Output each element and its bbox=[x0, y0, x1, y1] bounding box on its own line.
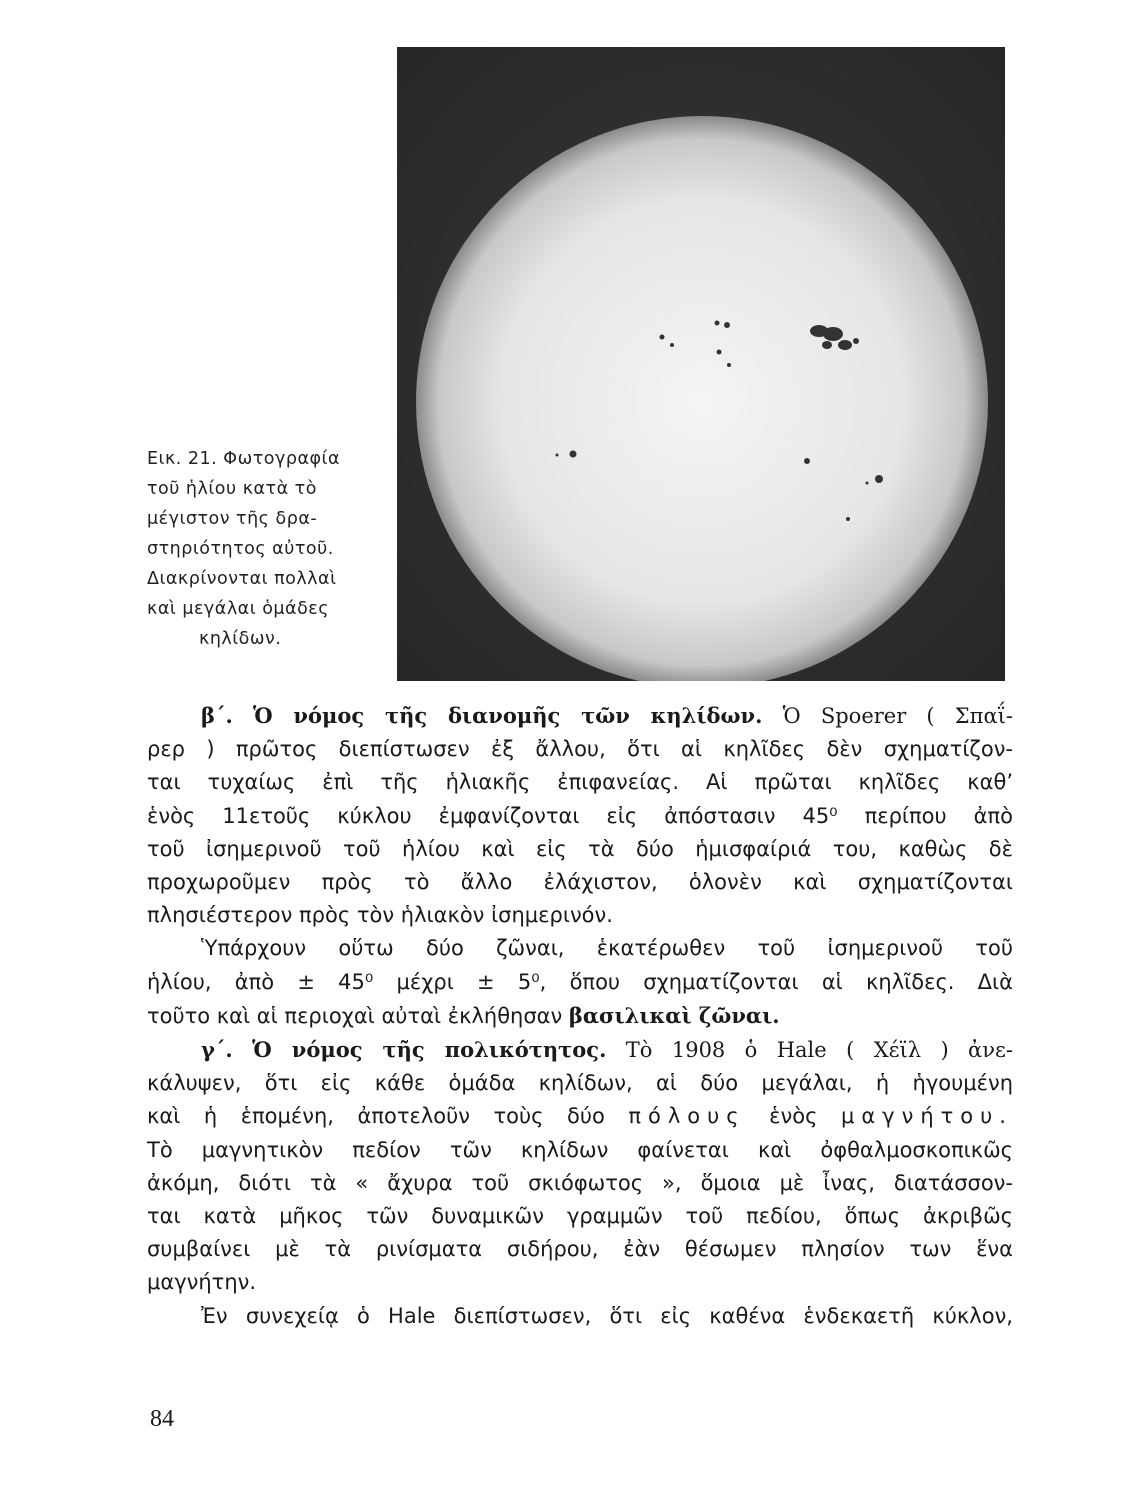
paragraph-line: τοῦ ἰσημερινοῦ τοῦ ἡλίου καὶ εἰς τὰ δύο ἡμισφαίριά του, καθὼς δὲ bbox=[147, 836, 1013, 861]
sun-disk bbox=[416, 116, 988, 681]
section-c-line-1 bbox=[147, 1033, 1013, 1067]
body-text bbox=[147, 699, 1013, 1333]
paragraph-line: ἑνὸς 11ετοῦς κύκλου ἐμφανίζονται εἰς ἀπόστασιν 45⁰ περίπου ἀπὸ bbox=[147, 803, 1013, 828]
caption-line: Διακρίνονται πολλαὶ bbox=[147, 569, 337, 589]
paragraph-line: ται τυχαίως ἐπὶ τῆς ἡλιακῆς ἐπιφανείας. Αἱ πρῶται κηλῖδες καθ’ bbox=[147, 770, 1013, 795]
figure-caption bbox=[147, 444, 375, 654]
spaced-term-magnet: μαγνήτου. bbox=[840, 1104, 1013, 1129]
paragraph-line: συμβαίνει μὲ τὰ ρινίσματα σιδήρου, ἐὰν θέσωμεν πλησίον των ἕνα bbox=[147, 1237, 1013, 1262]
paragraph-line: ἀκόμη, διότι τὰ « ἄχυρα τοῦ σκιόφωτος », ὅμοια μὲ ἶνας, διατάσσον- bbox=[147, 1170, 1013, 1195]
section-b-line-1 bbox=[147, 699, 1013, 733]
sun-image bbox=[397, 47, 1005, 681]
section-c-heading: Ὁ νόμος τῆς πολικότητος. bbox=[252, 1037, 607, 1063]
paragraph-line: ἡλίου, ἀπὸ ± 45⁰ μέχρι ± 5⁰, ὅπου σχηματίζονται αἱ κηλῖδες. Διὰ bbox=[147, 969, 1013, 994]
page-number: 84 bbox=[150, 1406, 174, 1432]
section-b-text: Ὁ Spoerer ( Σπαΐ- bbox=[782, 704, 1013, 728]
paragraph-line: ται κατὰ μῆκος τῶν δυναμικῶν γραμμῶν τοῦ πεδίου, ὅπως ἀκριβῶς bbox=[147, 1204, 1013, 1229]
caption-line: καὶ μεγάλαι ὁμάδες bbox=[147, 599, 330, 619]
spaced-term-poles: πόλους bbox=[628, 1104, 746, 1129]
caption-line: στηριότητος αὐτοῦ. bbox=[147, 539, 334, 559]
paragraph-line: πλησιέστερον πρὸς τὸν ἡλιακὸν ἰσημερινόν. bbox=[147, 903, 613, 928]
paragraph-line: προχωροῦμεν πρὸς τὸ ἄλλο ἐλάχιστον, ὁλονὲν καὶ σχηματίζονται bbox=[147, 870, 1013, 895]
section-c-text: Τὸ 1908 ὁ Hale ( Χέϊλ ) ἀνε- bbox=[625, 1038, 1013, 1063]
paragraph-line: Ἐν συνεχείᾳ ὁ Hale διεπίστωσεν, ὅτι εἰς καθένα ἑνδεκαετῆ κύκλον, bbox=[201, 1303, 1013, 1328]
paragraph-text: ἑνὸς bbox=[769, 1104, 818, 1129]
caption-line: κηλίδων. bbox=[199, 629, 282, 649]
paragraph-line: ρερ ) πρῶτος διεπίστωσεν ἐξ ἄλλου, ὅτι αἱ κηλῖδες δὲν σχηματίζον- bbox=[147, 737, 1013, 762]
paragraph-line: Τὸ μαγνητικὸν πεδίον τῶν κηλίδων φαίνεται καὶ ὀφθαλμοσκοπικῶς bbox=[147, 1137, 1013, 1162]
paragraph-line: μαγνήτην. bbox=[147, 1270, 257, 1295]
paragraph-line: κάλυψεν, ὅτι εἰς κάθε ὁμάδα κηλίδων, αἱ δύο μεγάλαι, ἡ ἡγουμένη bbox=[147, 1071, 1013, 1096]
caption-line: τοῦ ἡλίου κατὰ τὸ bbox=[147, 479, 317, 499]
section-b-heading: Ὁ νόμος τῆς διανομῆς τῶν κηλίδων. bbox=[252, 703, 763, 728]
royal-zones-term: βασιλικαὶ ζῶναι. bbox=[568, 1002, 780, 1028]
paragraph-line bbox=[147, 1100, 1013, 1133]
paragraph-line bbox=[147, 999, 1013, 1033]
paragraph-line: Ὑπάρχουν οὕτω δύο ζῶναι, ἑκατέρωθεν τοῦ ἰσημερινοῦ τοῦ bbox=[201, 936, 1013, 961]
solar-photograph bbox=[397, 47, 1005, 681]
caption-line: Εικ. 21. Φωτογραφία bbox=[147, 449, 340, 469]
section-b-number: β΄. bbox=[201, 703, 233, 728]
caption-line: μέγιστον τῆς δρα- bbox=[147, 509, 318, 529]
paragraph-text: καὶ ἡ ἑπομένη, ἀποτελοῦν τοὺς δύο bbox=[147, 1104, 605, 1129]
paragraph-text: τοῦτο καὶ αἱ περιοχαὶ αὐταὶ ἐκλήθησαν bbox=[147, 1003, 563, 1028]
section-c-number: γ΄. bbox=[201, 1037, 233, 1063]
